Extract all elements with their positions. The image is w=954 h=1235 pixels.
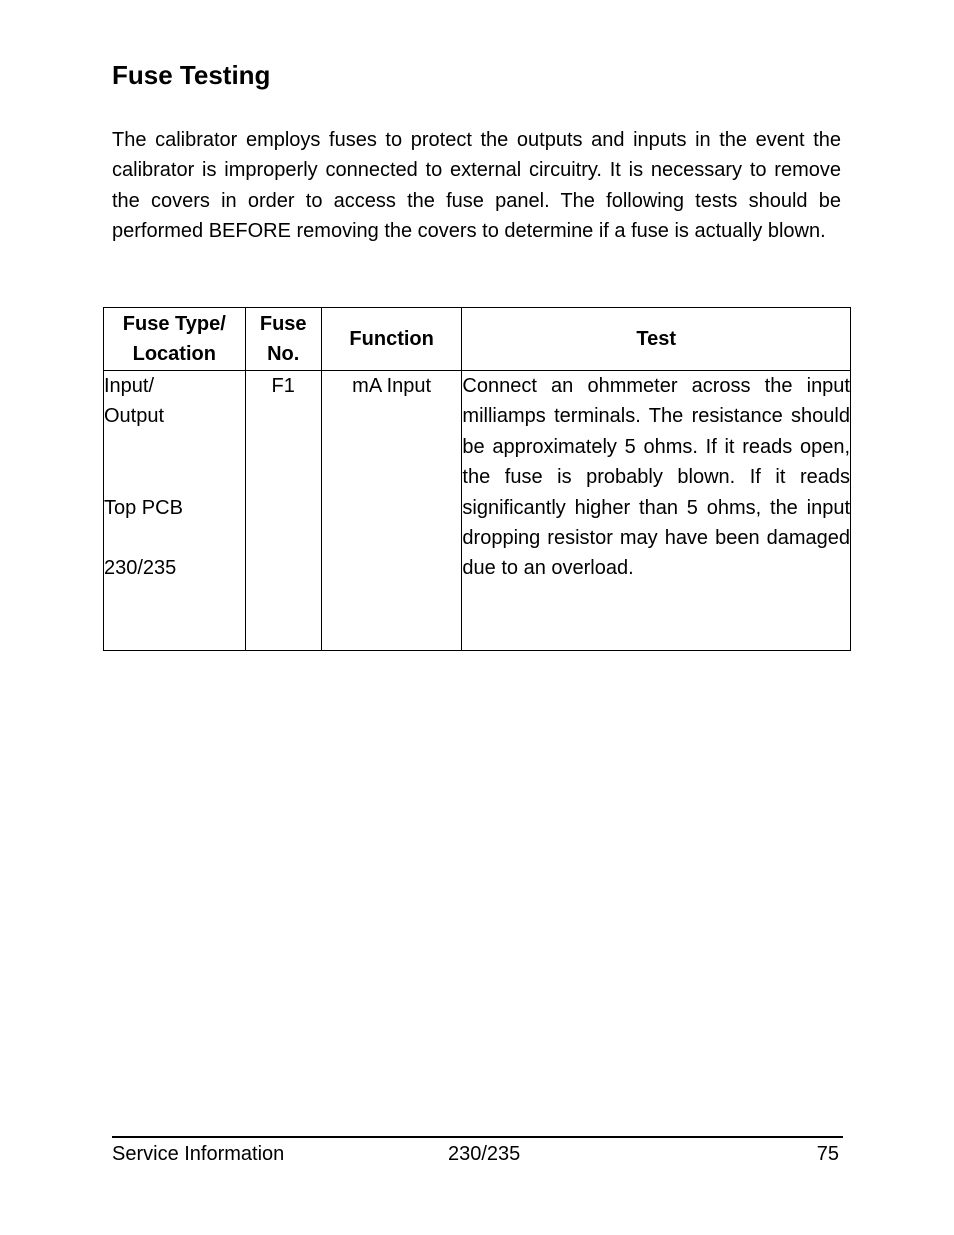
fuse-type-line2: Output [104, 405, 165, 428]
header-function: Function [321, 308, 462, 371]
fuse-table [103, 307, 851, 651]
footer-model: 230/235 [448, 1143, 521, 1165]
header-fuse-type-line2: Location [132, 343, 216, 365]
footer-divider [112, 1136, 843, 1138]
fuse-location: Top PCB [104, 496, 183, 519]
footer-page-number: 75 [816, 1143, 839, 1165]
header-fuse-no-line1: Fuse [259, 312, 307, 335]
header-test: Test [462, 308, 851, 371]
intro-paragraph: The calibrator employs fuses to protect the outputs and inputs in the event the calibrator is improperly connected to external circuitry. It is necessary to remove the covers in order to access the fuse panel. The following tests should be performed BEFORE removing the covers to determine if a fuse is actually blown. [112, 129, 841, 243]
header-fuse-type [104, 308, 246, 371]
cell-fuse-no: F1 [245, 371, 321, 651]
header-fuse-no-line2: No. [267, 343, 300, 365]
header-fuse-type-line1: Fuse Type/ [122, 312, 226, 335]
cell-fuse-type [104, 371, 246, 651]
table-row [104, 371, 851, 651]
footer-section: Service Information [112, 1143, 285, 1165]
fuse-type-line1: Input/ [104, 375, 155, 397]
table-header-row [104, 308, 851, 371]
fuse-model: 230/235 [104, 557, 177, 580]
page-title: Fuse Testing [112, 60, 271, 90]
header-fuse-no [245, 308, 321, 371]
cell-test: Connect an ohmmeter across the input milliamps terminals. The resistance should be approximately 5 ohms. If it reads open, the fuse is probably blown. If it reads significantly higher than 5 ohms, the input dropping resistor may have been damaged due to an overload. [462, 371, 851, 651]
cell-function: mA Input [321, 371, 462, 651]
